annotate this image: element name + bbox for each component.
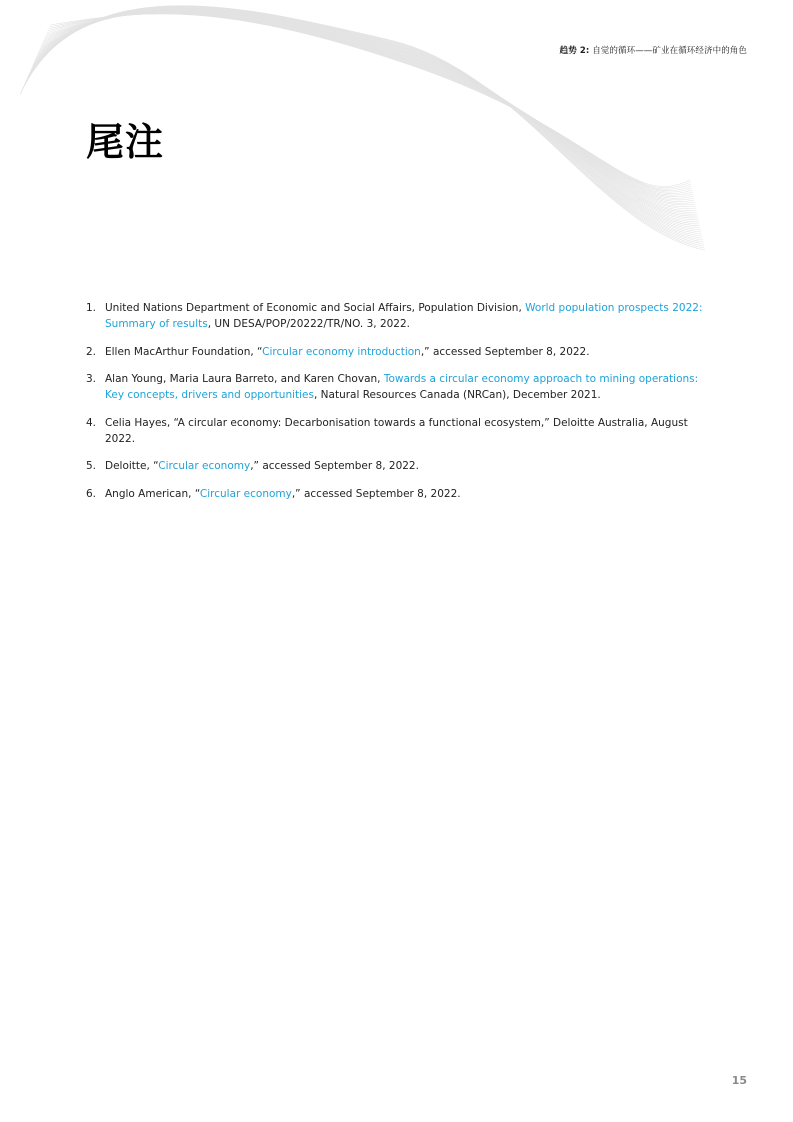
endnote-text: Celia Hayes, “A circular economy: Decarbonisation towards a functional ecosystem,” Deloitte Australia, August 2022. xyxy=(105,416,688,445)
endnote-text: Ellen MacArthur Foundation, “ xyxy=(105,345,263,358)
endnote-text-after: ,” accessed September 8, 2022. xyxy=(250,460,419,472)
wave-line xyxy=(41,12,695,204)
wave-line xyxy=(37,11,696,211)
endnote-text: Alan Young, Maria Laura Barreto, and Karen Chovan, xyxy=(105,373,384,385)
endnote-text: United Nations Department of Economic and Social Affairs, Population Division, xyxy=(105,302,526,314)
endnote-item xyxy=(86,415,706,447)
endnote-item xyxy=(86,300,706,332)
endnote-number: 1. xyxy=(86,302,97,314)
wave-line xyxy=(33,10,699,220)
endnote-link[interactable]: Towards a circular economy approach to mining operations: Key concepts, drivers and opportunities xyxy=(105,373,699,401)
endnote-item xyxy=(86,344,706,360)
running-header xyxy=(560,44,747,56)
endnote-link[interactable]: World population prospects 2022: Summary of results xyxy=(105,302,703,330)
wave-line xyxy=(41,12,694,202)
wave-line xyxy=(40,12,695,206)
wave-line xyxy=(47,13,692,192)
endnotes-list xyxy=(86,300,706,513)
header-trend-label: 趋势 2: xyxy=(559,46,590,56)
page-number: 15 xyxy=(731,1074,747,1087)
header-subtitle: 自觉的循环——矿业在循环经济中的角色 xyxy=(592,46,747,56)
endnote-link[interactable]: Circular economy xyxy=(199,487,292,500)
endnote-text-after: , UN DESA/POP/20222/TR/NO. 3, 2022. xyxy=(207,318,411,330)
endnote-text: Anglo American, “ xyxy=(105,487,200,500)
wave-line xyxy=(47,13,691,190)
wave-line xyxy=(44,13,693,197)
endnote-number: 6. xyxy=(86,487,97,500)
wave-line xyxy=(32,9,699,222)
endnote-link[interactable]: Circular economy xyxy=(158,460,251,472)
wave-line xyxy=(35,10,697,214)
page-title: 尾注 xyxy=(86,120,165,164)
wave-line xyxy=(43,12,693,198)
wave-line xyxy=(29,9,700,228)
endnote-link[interactable]: Circular economy introduction xyxy=(262,345,421,358)
wave-line xyxy=(34,10,698,218)
endnote-item xyxy=(86,371,706,403)
endnote-number: 3. xyxy=(86,373,97,385)
wave-line xyxy=(36,11,697,213)
endnote-number: 4. xyxy=(86,416,97,429)
wave-line xyxy=(45,13,693,195)
wave-line xyxy=(38,11,696,209)
endnote-item xyxy=(86,486,706,502)
endnote-item xyxy=(86,458,706,474)
wave-line xyxy=(35,10,698,216)
endnote-text-after: ,” accessed September 8, 2022. xyxy=(420,345,590,358)
wave-line xyxy=(46,13,692,194)
endnote-text-after: , Natural Resources Canada (NRCan), December 2021. xyxy=(313,389,601,401)
endnote-text: Deloitte, “ xyxy=(105,460,159,472)
endnote-text-after: ,” accessed September 8, 2022. xyxy=(291,487,461,500)
endnote-number: 2. xyxy=(86,345,97,358)
wave-line xyxy=(31,9,699,224)
wave-line xyxy=(42,12,694,200)
endnote-number: 5. xyxy=(86,460,97,472)
wave-line xyxy=(39,11,696,207)
wave-line xyxy=(30,9,700,226)
